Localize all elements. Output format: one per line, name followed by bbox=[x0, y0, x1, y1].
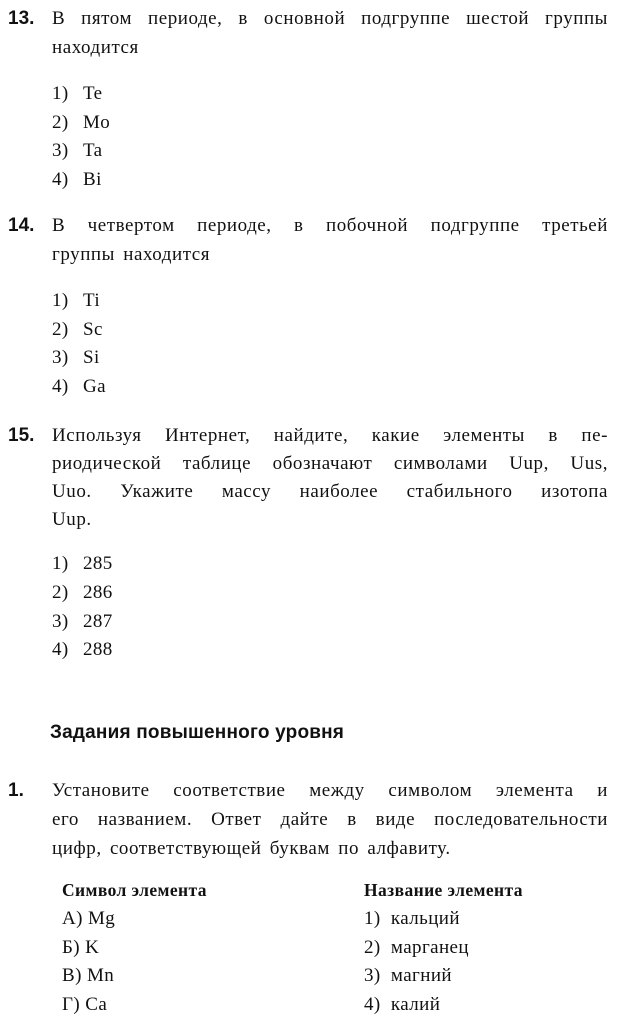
option-text: Mo bbox=[83, 112, 111, 133]
option-number: 3) bbox=[52, 611, 69, 632]
question-text-line: В четвертом периоде, в побочной подгруппе третьей bbox=[52, 215, 608, 236]
option-text: Ta bbox=[83, 140, 103, 161]
symbol-item: Б) K bbox=[62, 937, 100, 958]
symbol-item: Г) Ca bbox=[62, 994, 108, 1015]
option-text: Sc bbox=[83, 319, 103, 340]
option-text: 285 bbox=[83, 553, 113, 574]
option-number: 1) bbox=[52, 83, 69, 104]
answer-option[interactable] bbox=[52, 169, 102, 191]
question-text-line: находится bbox=[52, 37, 139, 58]
name-item: 4) калий bbox=[364, 994, 441, 1015]
answer-option[interactable] bbox=[52, 639, 113, 661]
question-text-line: Используя Интернет, найдите, какие элементы в пе- bbox=[52, 425, 608, 446]
answer-option[interactable] bbox=[52, 83, 103, 105]
option-text: 288 bbox=[83, 639, 113, 660]
option-number: 3) bbox=[52, 347, 69, 368]
option-number: 4) bbox=[52, 376, 69, 397]
task-number: 1. bbox=[8, 780, 24, 801]
task-text-line: цифр, соответствующей буквам по алфавиту. bbox=[52, 838, 451, 859]
question-text-line: Uup. bbox=[52, 509, 92, 530]
option-text: Ga bbox=[83, 376, 106, 397]
option-text: Te bbox=[83, 83, 103, 104]
symbol-item: В) Mn bbox=[62, 965, 115, 986]
answer-option[interactable] bbox=[52, 553, 113, 575]
option-number: 2) bbox=[52, 112, 69, 133]
answer-option[interactable] bbox=[52, 140, 103, 162]
name-item: 3) магний bbox=[364, 965, 452, 986]
name-item: 1) кальций bbox=[364, 908, 460, 929]
option-number: 2) bbox=[52, 319, 69, 340]
option-text: 286 bbox=[83, 582, 113, 603]
option-number: 4) bbox=[52, 639, 69, 660]
symbol-item: А) Mg bbox=[62, 908, 116, 929]
answer-option[interactable] bbox=[52, 376, 106, 398]
option-text: Si bbox=[83, 347, 100, 368]
option-number: 1) bbox=[52, 553, 69, 574]
option-number: 2) bbox=[52, 582, 69, 603]
answer-option[interactable] bbox=[52, 319, 103, 341]
symbol-column-header: Символ элемента bbox=[62, 880, 207, 900]
task-text-line: его названием. Ответ дайте в виде последовательности bbox=[52, 809, 608, 830]
option-text: Ti bbox=[83, 290, 101, 311]
option-number: 3) bbox=[52, 140, 69, 161]
option-number: 4) bbox=[52, 169, 69, 190]
answer-option[interactable] bbox=[52, 611, 113, 633]
question-text-line: В пятом периоде, в основной подгруппе шестой группы bbox=[52, 8, 608, 29]
answer-option[interactable] bbox=[52, 112, 110, 134]
name-item: 2) марганец bbox=[364, 937, 469, 958]
question-text-line: группы находится bbox=[52, 244, 211, 265]
option-number: 1) bbox=[52, 290, 69, 311]
question-text-line: Uuo. Укажите массу наиболее стабильного изотопа bbox=[52, 481, 608, 502]
answer-option[interactable] bbox=[52, 347, 100, 369]
question-number: 14. bbox=[8, 215, 35, 236]
answer-option[interactable] bbox=[52, 582, 113, 604]
name-column-header: Название элемента bbox=[364, 880, 523, 900]
task-text-line: Установите соответствие между символом элемента и bbox=[52, 780, 608, 801]
question-number: 13. bbox=[8, 8, 35, 29]
question-text-line: риодической таблице обозначают символами Uup, Uus, bbox=[52, 453, 608, 474]
option-text: 287 bbox=[83, 611, 113, 632]
section-title: Задания повышенного уровня bbox=[50, 722, 345, 743]
question-number: 15. bbox=[8, 425, 35, 446]
option-text: Bi bbox=[83, 169, 102, 190]
answer-option[interactable] bbox=[52, 290, 100, 312]
